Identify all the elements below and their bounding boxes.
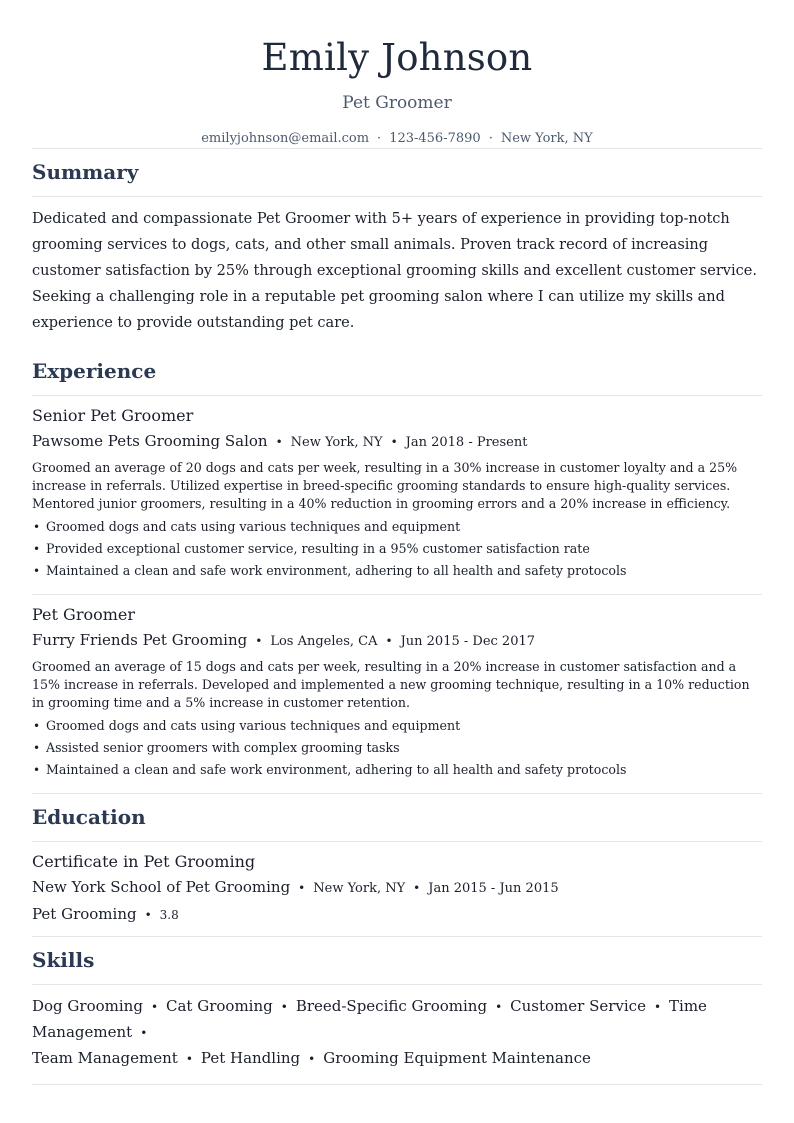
- job-bullet: • Assisted senior groomers with complex grooming tasks: [46, 737, 762, 759]
- job-entry: [32, 396, 762, 594]
- skill-item: Team Management: [32, 1049, 178, 1067]
- skill-separator: •: [185, 1052, 193, 1066]
- skill-separator: •: [140, 1026, 148, 1040]
- education-entry: [32, 842, 762, 936]
- education-location: New York, NY: [313, 881, 406, 896]
- contact-separator: ·: [377, 131, 382, 146]
- contact-email[interactable]: emilyjohnson@email.com: [201, 131, 370, 146]
- divider: [32, 196, 762, 197]
- meta-separator: •: [255, 634, 263, 648]
- education-school: New York School of Pet Grooming: [32, 878, 291, 896]
- job-bullet: • Maintained a clean and safe work environment, adhering to all health and safety protocols: [46, 560, 762, 582]
- education-gpa: 3.8: [159, 908, 179, 922]
- skill-item: Cat Grooming: [166, 997, 273, 1015]
- skill-separator: •: [653, 1000, 662, 1014]
- skill-separator: •: [308, 1052, 316, 1066]
- job-description: Groomed an average of 20 dogs and cats per week, resulting in a 30% increase in customer loyalty and a 25% increase in referrals. Utilized expertise in breed-specific grooming standards to ensure high-quality services. Mentored junior groomers, resulting in a 40% reduction in grooming errors and a 20% increase in efficiency.: [32, 460, 738, 511]
- job-description: Groomed an average of 15 dogs and cats per week, resulting in a 20% increase in customer satisfaction and a 15% increase in referrals. Developed and implemented a new grooming technique, resulting in a 10% reduction in grooming time and a 5% increase in customer retention.: [32, 659, 750, 710]
- meta-separator: •: [385, 634, 393, 648]
- skill-item: Time Management: [32, 997, 707, 1041]
- job-bullet: • Maintained a clean and safe work environment, adhering to all health and safety protocols: [46, 759, 762, 781]
- education-dates: Jan 2015 - Jun 2015: [428, 881, 559, 896]
- skills-list: [32, 985, 762, 1084]
- job-location: Los Angeles, CA: [270, 634, 378, 649]
- section-heading-experience: Experience: [32, 359, 157, 383]
- skill-separator: •: [150, 1000, 159, 1014]
- education-field-line: [32, 904, 762, 925]
- contact-separator: ·: [488, 131, 493, 146]
- job-location: New York, NY: [290, 435, 383, 450]
- contact-line: [32, 130, 762, 148]
- job-bullet: • Groomed dogs and cats using various techniques and equipment: [46, 715, 762, 737]
- job-title: Pet Groomer: [32, 605, 136, 624]
- job-bullets: [32, 715, 762, 781]
- skill-item: Customer Service: [510, 997, 646, 1015]
- candidate-title: Pet Groomer: [342, 93, 452, 113]
- skills-section: [32, 937, 762, 1085]
- skill-item: Grooming Equipment Maintenance: [323, 1049, 591, 1067]
- candidate-name: Emily Johnson: [261, 36, 533, 79]
- resume-header: [32, 0, 762, 148]
- education-section: [32, 794, 762, 937]
- education-degree: Certificate in Pet Grooming: [32, 852, 256, 871]
- skill-item: Dog Grooming: [32, 997, 143, 1015]
- meta-separator: •: [144, 908, 152, 922]
- contact-location: New York, NY: [500, 131, 593, 146]
- job-bullets: [32, 516, 762, 582]
- contact-phone[interactable]: 123-456-7890: [389, 131, 481, 146]
- meta-separator: •: [275, 435, 283, 449]
- summary-section: [32, 149, 762, 336]
- meta-separator: •: [298, 881, 306, 895]
- summary-text: Dedicated and compassionate Pet Groomer with 5+ years of experience in providing top-notch grooming services to dogs, cats, and other small animals. Proven track record of increasing customer satisfaction by 25% through exceptional grooming skills and excellent customer service. Seeking a challenging role in a reputable pet grooming salon where I can utilize my skills and experience to provide outstanding pet care.: [32, 211, 757, 331]
- skill-item: Breed-Specific Grooming: [295, 997, 488, 1015]
- section-heading-summary: Summary: [32, 160, 139, 184]
- skill-separator: •: [280, 1000, 288, 1014]
- job-company: Furry Friends Pet Grooming: [32, 631, 248, 649]
- job-dates: Jun 2015 - Dec 2017: [400, 634, 536, 649]
- section-heading-skills: Skills: [32, 948, 95, 972]
- meta-separator: •: [413, 881, 421, 895]
- job-meta: [32, 630, 762, 652]
- education-field: Pet Grooming: [32, 905, 137, 923]
- education-meta: [32, 877, 762, 899]
- job-bullet: • Provided exceptional customer service, resulting in a 95% customer satisfaction rate: [46, 538, 762, 560]
- skill-item: Pet Handling: [200, 1049, 301, 1067]
- job-entry: [32, 595, 762, 793]
- divider: [32, 1084, 762, 1085]
- job-dates: Jan 2018 - Present: [405, 435, 528, 450]
- job-bullet: • Groomed dogs and cats using various techniques and equipment: [46, 516, 762, 538]
- section-heading-education: Education: [32, 805, 146, 829]
- skill-separator: •: [495, 1000, 503, 1014]
- experience-section: [32, 348, 762, 794]
- job-meta: [32, 431, 762, 453]
- meta-separator: •: [390, 435, 398, 449]
- job-company: Pawsome Pets Grooming Salon: [32, 432, 268, 450]
- job-title: Senior Pet Groomer: [32, 406, 194, 425]
